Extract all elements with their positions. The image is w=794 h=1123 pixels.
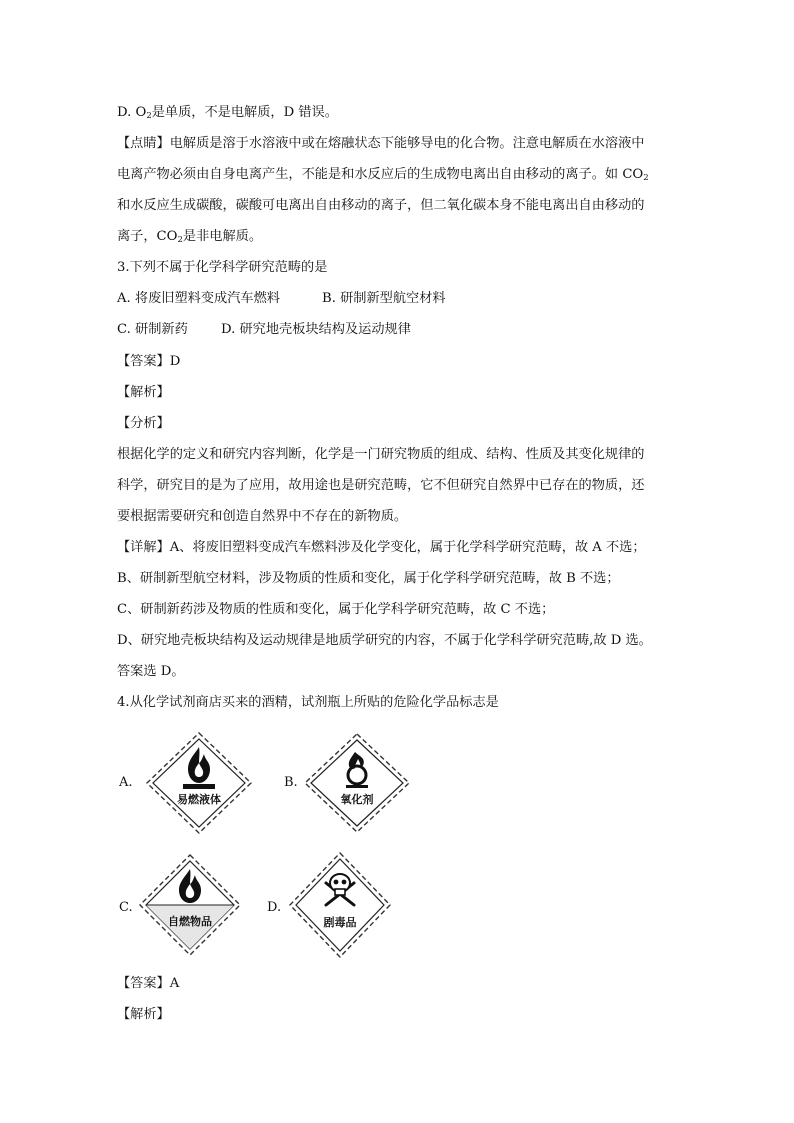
subscript: 2 bbox=[177, 235, 183, 245]
hazard-sign-c bbox=[140, 855, 240, 955]
text-segment: 离子，CO bbox=[117, 229, 178, 244]
text-segment: C、研制新药涉及物质的性质和变化，属于化学科学研究范畴，故 C 不选； bbox=[117, 602, 555, 617]
text-segment: 【解析】 bbox=[117, 1007, 170, 1022]
option-d: D. 研究地壳板块结构及运动规律 bbox=[221, 322, 411, 337]
text-segment: 电解质是溶于水溶液中或在熔融状态下能够导电的化合物。注意电解质在水溶液中 bbox=[169, 136, 645, 151]
sign-b-label: 氧化剂 bbox=[340, 793, 374, 806]
dianjing-tag: 【点睛】 bbox=[117, 136, 170, 151]
sign-a-letter: A. bbox=[119, 775, 133, 790]
text-segment: 4.从化学试剂商店买来的酒精，试剂瓶上所贴的危险化学品标志是 bbox=[117, 695, 499, 710]
subscript: 2 bbox=[643, 173, 649, 183]
text-segment: D、研究地壳板块结构及运动规律是地质学研究的内容，不属于化学科学研究范畴,故 D 选。 bbox=[117, 633, 652, 648]
xiangjie-tag: 【详解】 bbox=[117, 540, 170, 555]
question-3-stem bbox=[117, 258, 682, 278]
text-segment: 科学，研究目的是为了应用，故用途也是研究范畴，它不但研究自然界中已存在的物质，还 bbox=[117, 478, 645, 493]
xiangjie-line-4 bbox=[117, 631, 682, 651]
dianjing-line-4 bbox=[117, 227, 682, 247]
jiexi-4-heading bbox=[117, 1005, 682, 1025]
fenxi-3-heading bbox=[117, 414, 682, 434]
text-line-d-option bbox=[117, 103, 682, 123]
text-segment: 要根据需要研究和创造自然界中不存在的新物质。 bbox=[117, 509, 408, 524]
text-segment: 电离产物必须由自身电离产生，不能是和水反应后的生成物电离出自由移动的离子。如 CO bbox=[117, 167, 644, 182]
sign-c-letter: C. bbox=[119, 900, 133, 915]
text-segment: 和水反应生成碳酸，碳酸可电离出自由移动的离子，但二氧化碳本身不能电离出自由移动的 bbox=[117, 198, 645, 213]
question-3-options-row-2 bbox=[117, 320, 682, 340]
dianjing-line-2 bbox=[117, 165, 682, 185]
text-segment: 【解析】 bbox=[117, 385, 170, 400]
hazard-sign-b bbox=[305, 734, 409, 832]
option-c: C. 研制新药 bbox=[117, 322, 188, 337]
fenxi-line-1 bbox=[117, 445, 682, 465]
xiangjie-line-3 bbox=[117, 600, 682, 620]
text-segment: 【答案】D bbox=[117, 354, 181, 369]
text-segment: D. O bbox=[117, 105, 147, 120]
text-segment: 是单质，不是电解质，D 错误。 bbox=[151, 105, 338, 120]
subscript: 2 bbox=[146, 111, 152, 121]
sign-d-letter: D. bbox=[267, 900, 282, 915]
xiangjie-line-2 bbox=[117, 569, 682, 589]
question-3-options-row-1 bbox=[117, 289, 682, 309]
text-segment: A、将废旧塑料变成汽车燃料涉及化学变化，属于化学科学研究范畴，故 A 不选； bbox=[169, 540, 646, 555]
sign-a-label: 易燃液体 bbox=[177, 793, 221, 806]
jiexi-3-heading bbox=[117, 383, 682, 403]
dianjing-line-1 bbox=[117, 134, 682, 154]
answer-3 bbox=[117, 352, 682, 372]
hazard-sign-d bbox=[290, 853, 390, 957]
text-segment: 根据化学的定义和研究内容判断，化学是一门研究物质的组成、结构、性质及其变化规律的 bbox=[117, 447, 645, 462]
question-4-stem bbox=[117, 693, 682, 713]
option-a: A. 将废旧塑料变成汽车燃料 bbox=[117, 291, 280, 306]
option-b: B. 研制新型航空材料 bbox=[322, 291, 446, 306]
text-segment: 【分析】 bbox=[117, 416, 170, 431]
text-segment: B、研制新型航空材料，涉及物质的性质和变化，属于化学科学研究范畴，故 B 不选； bbox=[117, 571, 620, 586]
text-segment: 答案选 D。 bbox=[117, 664, 185, 679]
fenxi-line-3 bbox=[117, 507, 682, 527]
answer-4 bbox=[117, 974, 682, 994]
xiangjie-line-5 bbox=[117, 662, 682, 682]
text-segment: 【答案】A bbox=[117, 976, 180, 991]
xiangjie-line-1 bbox=[117, 538, 682, 558]
sign-b-letter: B. bbox=[284, 775, 298, 790]
sign-c-label: 自燃物品 bbox=[168, 915, 212, 928]
hazard-sign-a bbox=[147, 733, 251, 833]
fenxi-line-2 bbox=[117, 476, 682, 496]
sign-d-label: 剧毒品 bbox=[323, 916, 357, 929]
dianjing-line-3 bbox=[117, 196, 682, 216]
text-segment: 3.下列不属于化学科学研究范畴的是 bbox=[117, 260, 328, 275]
text-segment: 是非电解质。 bbox=[182, 229, 263, 244]
